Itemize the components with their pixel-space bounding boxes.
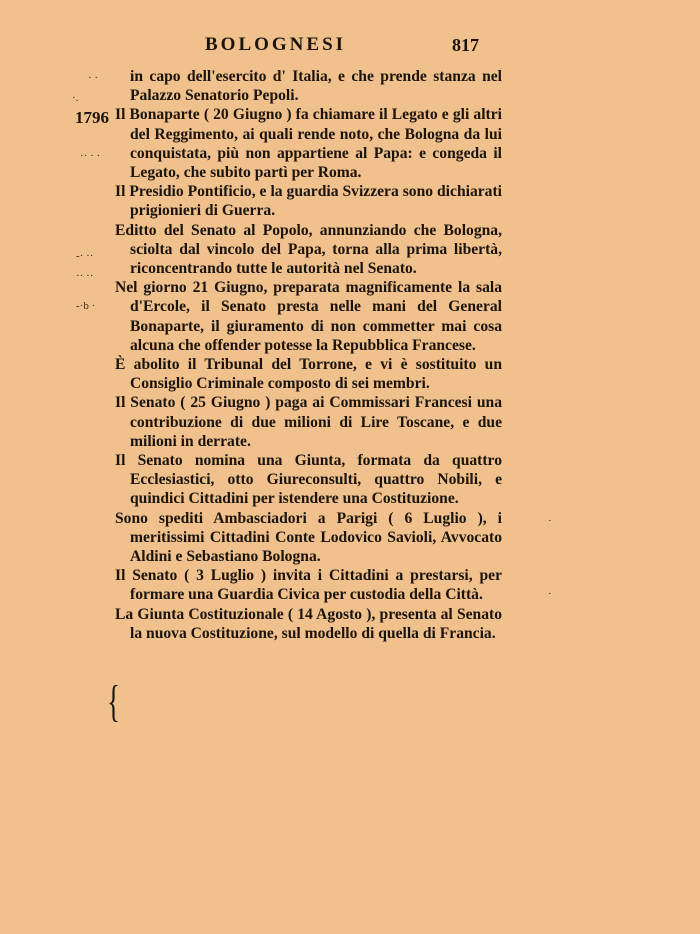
bleed-mark: -·b · (76, 300, 96, 312)
bleed-mark: ·. (72, 92, 79, 104)
paragraph: Il Senato ( 3 Luglio ) invita i Cittadini a prestarsi, per formare una Guardia Civica per custodia della Città. (115, 567, 502, 604)
bleed-mark: · (548, 588, 552, 600)
paragraph: in capo dell'esercito d' Italia, e che prende stanza nel Palazzo Senatorio Pepoli. (130, 68, 502, 105)
paragraph: Il Bonaparte ( 20 Giugno ) fa chiamare il Legato e gli altri del Reggimento, ai quali rende noto, che Bologna da lui conquistata, più non appartiene al Papa: e congeda il Legato, che subito partì per Roma. (115, 106, 502, 182)
bleed-mark: ·· ·· (76, 270, 94, 282)
bleed-mark: · (548, 515, 552, 527)
paragraph: È abolito il Tribunal del Torrone, e vi è sostituito un Consiglio Criminale composto di sei membri. (115, 356, 502, 393)
body-text (112, 67, 502, 643)
paragraph: La Giunta Costituzionale ( 14 Agosto ), presenta al Senato la nuova Costituzione, sul modello di quella di Francia. (115, 605, 502, 642)
paragraph: Il Presidio Pontificio, e la guardia Svizzera sono dichiarati prigionieri di Guerra. (115, 183, 502, 220)
bleed-mark: -· ·· (76, 250, 94, 262)
paragraph: Sono spediti Ambasciadori a Parigi ( 6 Luglio ), i meritissimi Cittadini Conte Lodovico Savioli, Avvocato Aldini e Sebastiano Bologna. (115, 509, 502, 566)
paragraph: Il Senato ( 25 Giugno ) paga ai Commissari Francesi una contribuzione di due milioni di Lire Toscane, e due milioni in derrate. (115, 394, 502, 450)
bleed-mark: · · (88, 72, 99, 84)
paragraph: Il Senato nomina una Giunta, formata da quattro Ecclesiastici, otto Giureconsulti, quattro Nobili, e quindici Cittadini per istendere una Costituzione. (115, 452, 502, 508)
margin-brace: { (107, 677, 120, 726)
running-head: BOLOGNESI (205, 34, 347, 55)
bleed-mark: ·· · · (80, 150, 101, 162)
paragraph: Nel giorno 21 Giugno, preparata magnificamente la sala d'Ercole, il Senato presta nelle mani del General Bonaparte, il giuramento di non commetter mai cosa alcuna che offender potesse la Repubblica Francese. (115, 279, 502, 354)
page-number: 817 (452, 35, 479, 55)
margin-year: 1796 (75, 108, 109, 127)
paragraph: Editto del Senato al Popolo, annunziando che Bologna, sciolta dal vincolo del Papa, torna alla prima libertà, riconcentrando tutte le autorità nel Senato. (115, 221, 502, 278)
page-header (0, 34, 700, 56)
